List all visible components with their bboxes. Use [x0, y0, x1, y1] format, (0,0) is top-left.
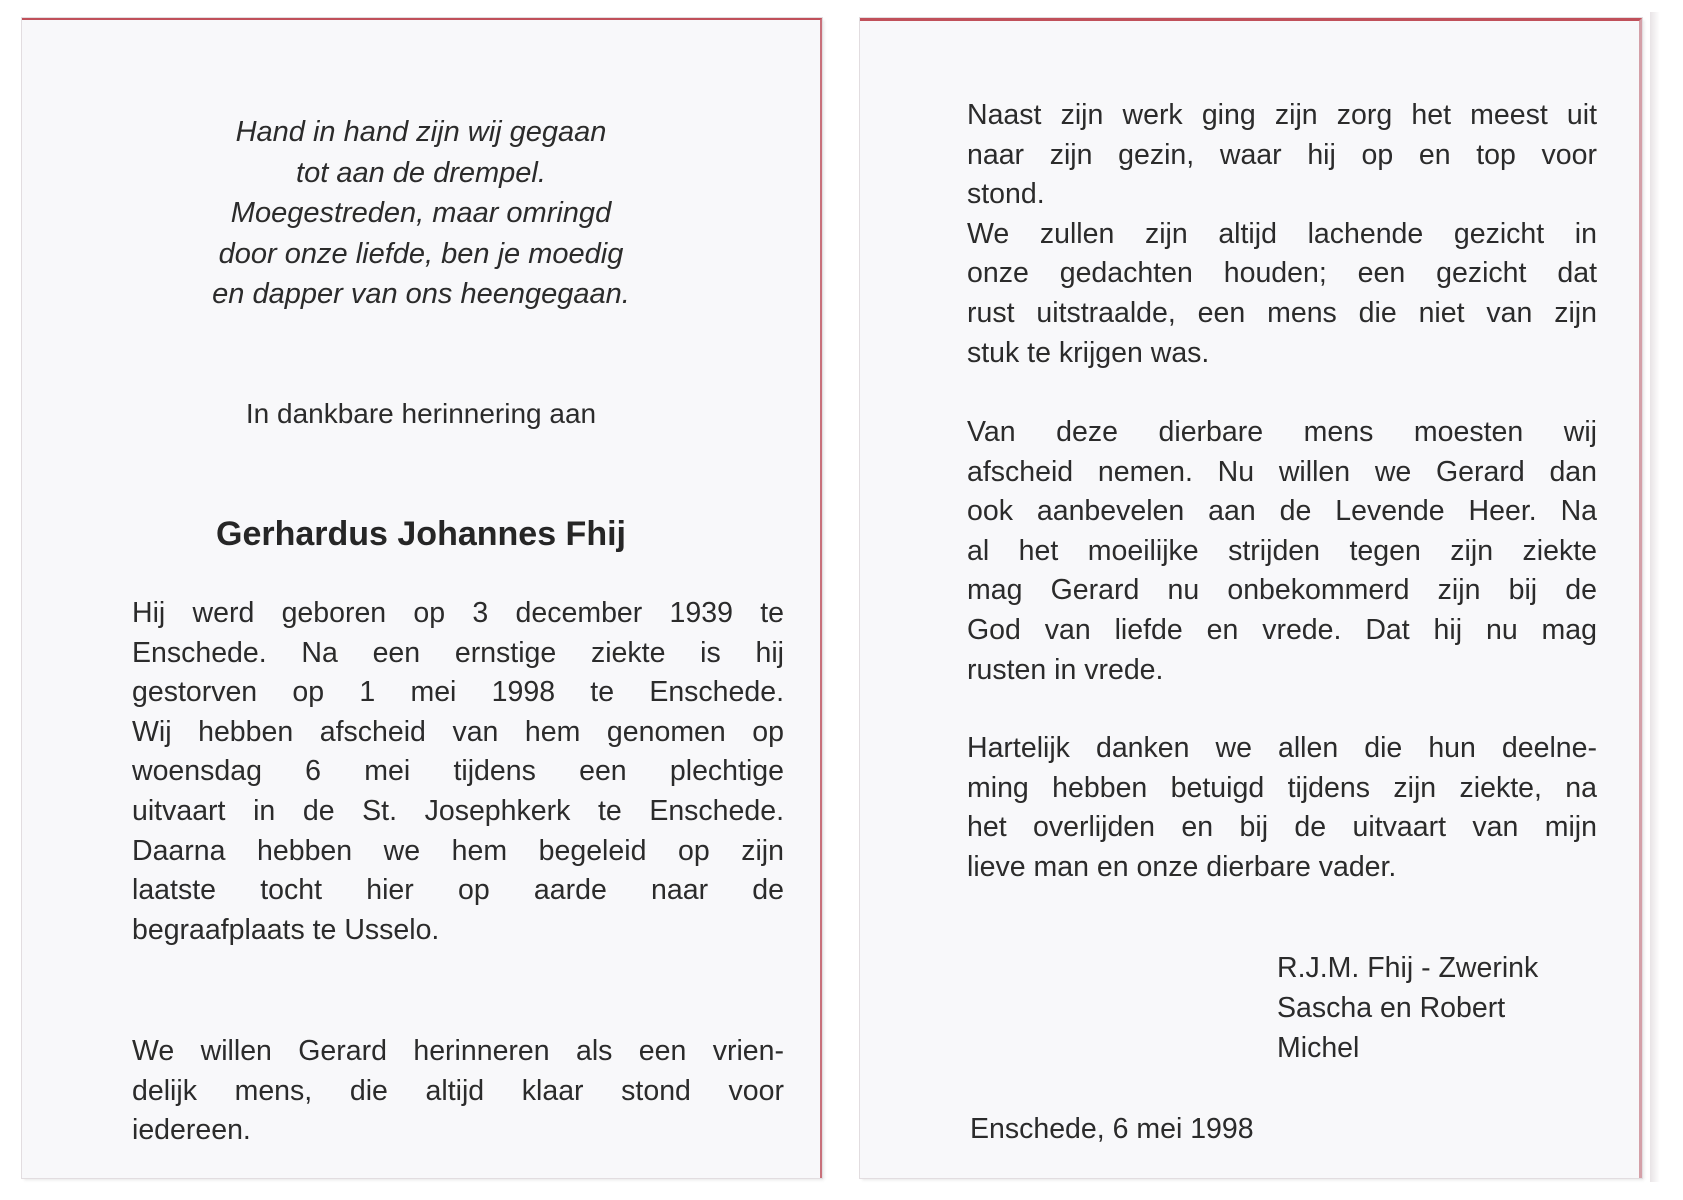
family-paragraph [967, 96, 1597, 373]
text-line: We willen Gerard herinneren als een vrien- [132, 1035, 784, 1067]
text-line: gestorven op 1 mei 1998 te Enschede. [132, 676, 784, 709]
text-line: al het moeilijke strijden tegen zijn ziekte [967, 534, 1597, 567]
poem-line: en dapper van ons heengegaan. [212, 278, 630, 310]
deceased-name: Gerhardus Johannes Fhij [216, 515, 626, 553]
signature-line: R.J.M. Fhij - Zwerink [1277, 952, 1539, 984]
text-line: Enschede. Na een ernstige ziekte is hij [132, 636, 784, 669]
card-edge-shadow [1650, 12, 1660, 1182]
thanks-paragraph [967, 729, 1597, 887]
text-line: iedereen. [132, 1114, 251, 1147]
text-line: onze gedachten houden; een gezicht dat [967, 257, 1597, 290]
poem-line: door onze liefde, ben je moedig [218, 237, 624, 270]
text-line: Hartelijk danken we allen die hun deelne- [967, 732, 1597, 764]
text-line: rust uitstraalde, een mens die niet van zijn [967, 296, 1597, 329]
text-line: begraafplaats te Usselo. [132, 913, 440, 946]
text-line: rusten in vrede. [967, 653, 1164, 686]
text-line: Wij hebben afscheid van hem genomen op [132, 715, 784, 748]
text-line: woensdag 6 mei tijdens een plechtige [132, 755, 784, 788]
remember-paragraph [132, 1032, 784, 1151]
text-line: mag Gerard nu onbekommerd zijn bij de [967, 574, 1597, 607]
signature-line: Sascha en Robert [1277, 992, 1506, 1024]
signatures [1277, 948, 1538, 1068]
text-line: ming hebben betuigd tijdens zijn ziekte, na [967, 771, 1597, 804]
left-card [22, 18, 822, 1178]
text-line: delijk mens, die altijd klaar stond voor [132, 1074, 784, 1107]
text-line: afscheid nemen. Nu willen we Gerard dan [967, 455, 1597, 488]
text-line: Naast zijn werk ging zijn zorg het meest uit [967, 99, 1597, 131]
text-line: lieve man en onze dierbare vader. [967, 850, 1397, 883]
text-line: Daarna hebben we hem begeleid op zijn [132, 834, 784, 867]
dedication: In dankbare herinnering aan [245, 398, 597, 429]
text-line: uitvaart in de St. Josephkerk te Enschede. [132, 794, 784, 827]
text-line: God van liefde en vrede. Dat hij nu mag [967, 613, 1597, 646]
poem-line: Hand in hand zijn wij gegaan [235, 116, 607, 148]
text-line: Hij werd geboren op 3 december 1939 te [132, 597, 784, 629]
text-line: stuk te krijgen was. [967, 336, 1210, 369]
text-line: laatste tocht hier op aarde naar de [132, 874, 784, 907]
place-date: Enschede, 6 mei 1998 [970, 1113, 1254, 1145]
text-line: stond. [967, 178, 1045, 211]
text-line: Van deze dierbare mens moesten wij [967, 416, 1597, 448]
right-card [860, 18, 1642, 1178]
poem-line: Moegestreden, maar omringd [230, 197, 612, 229]
text-line: ook aanbevelen aan de Levende Heer. Na [967, 495, 1597, 528]
poem-line: tot aan de drempel. [296, 156, 546, 189]
bio-paragraph [132, 594, 784, 950]
text-line: het overlijden en bij de uitvaart van mijn [967, 811, 1597, 844]
poem [22, 112, 820, 315]
text-line: naar zijn gezin, waar hij op en top voor [967, 138, 1597, 171]
text-line: We zullen zijn altijd lachende gezicht in [967, 217, 1597, 250]
farewell-paragraph [967, 413, 1597, 690]
signature-line: Michel [1277, 1032, 1360, 1064]
